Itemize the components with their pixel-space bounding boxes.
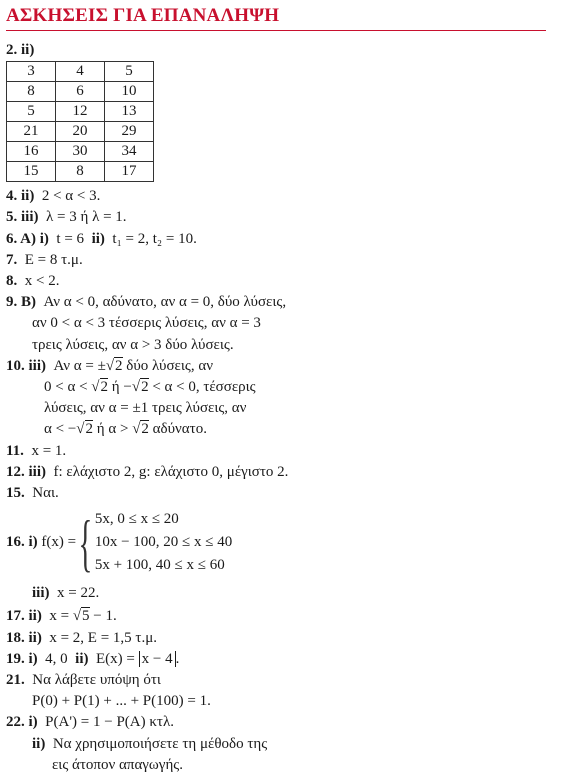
exercise-22-line-3 (6, 755, 566, 776)
radicand: 2 (141, 421, 149, 438)
answer-text: x < 2. (24, 273, 60, 290)
subpart-number: ii) (75, 650, 89, 667)
exercise-number: 2. ii) (6, 42, 35, 58)
exercise-number: 8. (6, 273, 18, 290)
table-cell: 21 (7, 122, 56, 142)
answer-text: t₁ = 2, t₂ = 10. (112, 230, 197, 247)
exercise-number: 22. i) (6, 714, 38, 731)
answer-text: . (175, 650, 180, 667)
radicand: 5 (82, 608, 90, 625)
answer-text: Να χρησιμοποιήσετε τη μέθοδο της (52, 735, 268, 752)
answer-text: 4, 0 (45, 650, 68, 667)
exercise-number: 11. (6, 442, 24, 459)
function-lhs: f(x) = (41, 534, 77, 551)
exercise-9-line-3 (6, 335, 566, 356)
answer-text: x = (49, 608, 73, 625)
table-cell: 29 (105, 122, 154, 142)
header-title: ΑΣΚΗΣΕΙΣ ΓΙΑ ΕΠΑΝΑΛΗΨΗ (6, 5, 280, 26)
exercise-6 (6, 229, 566, 250)
exercise-21-line-2 (6, 691, 566, 712)
subpart-number: iii) (32, 585, 50, 602)
answer-text: E = 8 τ.μ. (24, 251, 83, 268)
table-cell: 8 (56, 162, 105, 182)
exercise-number: 19. i) (6, 650, 38, 667)
exercise-2 (6, 40, 566, 61)
answer-text: ή α > (93, 421, 133, 438)
radicand: 2 (85, 421, 94, 438)
exercise-number: 10. iii) (6, 357, 46, 374)
answer-text: λύσεις, αν α = ±1 τρεις λύσεις, αν (44, 400, 247, 417)
case-line: 5x, 0 ≤ x ≤ 20 (94, 511, 179, 528)
case-line: 5x + 100, 40 ≤ x ≤ 60 (94, 557, 225, 574)
exercise-19 (6, 649, 566, 670)
table-row (7, 142, 154, 162)
exercise-9 (6, 292, 566, 313)
table-cell: 15 (7, 162, 56, 182)
answer-text: ή − (108, 379, 132, 396)
exercise-4 (6, 186, 566, 207)
subpart-number: ii) (32, 735, 46, 752)
exercise-5 (6, 207, 566, 228)
left-brace-icon: { (78, 506, 93, 578)
exercise-15 (6, 483, 566, 504)
absolute-value: x − 4 (139, 651, 176, 667)
exercise-number: 18. ii) (6, 629, 42, 646)
radicand: 2 (100, 379, 109, 396)
answer-text: 2 < α < 3. (41, 188, 101, 205)
table-cell: 13 (105, 102, 154, 122)
table-cell: 5 (105, 62, 154, 82)
answer-text: εις άτοπον απαγωγής. (52, 756, 183, 773)
table-cell: 16 (7, 142, 56, 162)
exercise-16 (6, 508, 566, 577)
exercise-number: 12. iii) (6, 463, 46, 480)
exercise-22 (6, 712, 566, 733)
table-cell: 12 (56, 102, 105, 122)
exercise-11 (6, 441, 566, 462)
table-cell: 34 (105, 142, 154, 162)
exercise-number: 6. A) i) (6, 230, 49, 247)
table-row (7, 162, 154, 182)
table-cell: 17 (105, 162, 154, 182)
answer-text: P(0) + P(1) + ... + P(100) = 1. (32, 693, 211, 710)
table-cell: 5 (7, 102, 56, 122)
triples-table (6, 61, 154, 182)
exercise-number: 21. (6, 672, 25, 689)
answer-text: Ναι. (32, 485, 59, 502)
answer-text: x = 22. (57, 585, 100, 602)
answer-text: αδύνατο. (148, 421, 207, 438)
table-cell: 4 (56, 62, 105, 82)
exercise-8 (6, 271, 566, 292)
exercise-18 (6, 628, 566, 649)
exercise-9-line-2 (6, 313, 566, 334)
table-cell: 6 (56, 82, 105, 102)
answer-text: E(x) = (96, 650, 139, 667)
exercise-10: 10. iii) Αν α = ±√2 δύο λύσεις, αν (6, 357, 213, 374)
answer-text: Αν α = ± (53, 357, 106, 374)
answer-text: α < − (44, 421, 77, 438)
page-header (6, 5, 546, 31)
table-cell: 20 (56, 122, 105, 142)
exercise-10-line-2: 0 < α < √2 ή −√2 < α < 0, τέσσερις (44, 379, 256, 396)
exercise-10-line-4: α < −√2 ή α > √2 αδύνατο. (44, 421, 207, 438)
exercise-number: 5. iii) (6, 209, 39, 226)
answer-text: < α < 0, τέσσερις (148, 379, 256, 396)
answer-text: δύο λύσεις, αν (122, 357, 213, 374)
answer-text: τρεις λύσεις, αν α > 3 δύο λύσεις. (32, 336, 234, 353)
answer-text: Να λάβετε υπόψη ότι (32, 672, 161, 689)
answer-text: x = 2, E = 1,5 τ.μ. (49, 629, 157, 646)
exercise-number: 17. ii) (6, 608, 42, 625)
radicand: 2 (141, 379, 149, 396)
answer-text: αν 0 < α < 3 τέσσερις λύσεις, αν α = 3 (32, 315, 261, 332)
answer-text: t = 6 (56, 230, 85, 247)
exercise-17: 17. ii) x = √5 − 1. (6, 608, 117, 625)
radicand: 2 (115, 357, 123, 374)
answer-text: − 1. (89, 608, 117, 625)
answer-text: Αν α < 0, αδύνατο, αν α = 0, δύο λύσεις, (43, 294, 287, 311)
table-cell: 3 (7, 62, 56, 82)
answer-text: λ = 3 ή λ = 1. (46, 209, 127, 226)
exercise-number: 16. i) (6, 534, 38, 551)
answers-list (6, 40, 566, 776)
table-row (7, 82, 154, 102)
exercise-21 (6, 670, 566, 691)
table-cell: 8 (7, 82, 56, 102)
table-cell: 30 (56, 142, 105, 162)
answer-text: x = 1. (31, 442, 67, 459)
exercise-7 (6, 250, 566, 271)
exercise-number: 15. (6, 485, 25, 502)
exercise-number: 7. (6, 251, 18, 268)
case-line: 10x − 100, 20 ≤ x ≤ 40 (94, 534, 233, 551)
exercise-12 (6, 462, 566, 483)
subpart-number: ii) (91, 230, 105, 247)
piecewise-cases (95, 508, 232, 577)
table-row (7, 122, 154, 142)
exercise-22-part-ii (6, 734, 566, 755)
exercise-number: 9. B) (6, 294, 36, 311)
exercise-number: 4. ii) (6, 188, 35, 205)
table-row (7, 102, 154, 122)
exercise-16-part-iii (6, 583, 566, 604)
answer-text: P(A') = 1 − P(A) κτλ. (45, 714, 174, 731)
answer-text: f: ελάχιστο 2, g: ελάχιστο 0, μέγιστο 2. (53, 463, 289, 480)
answer-text: 0 < α < (44, 379, 92, 396)
table-row (7, 62, 154, 82)
exercise-10-line-3 (6, 398, 566, 419)
table-cell: 10 (105, 82, 154, 102)
